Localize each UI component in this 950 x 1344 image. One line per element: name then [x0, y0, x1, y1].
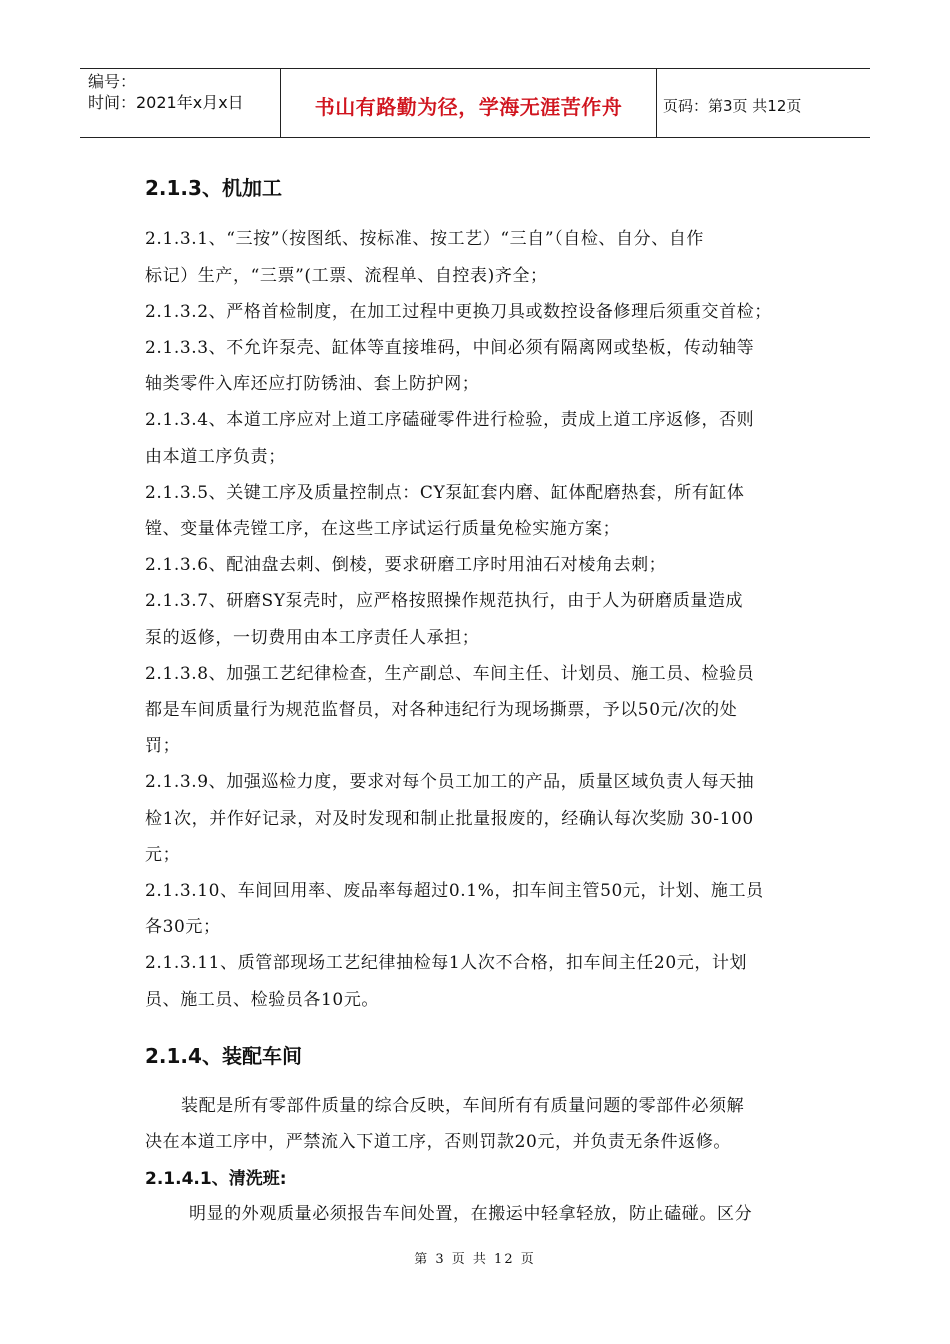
- section-title-2-1-4-1: 2.1.4.1、清洗班:: [145, 1169, 287, 1189]
- paragraph-line: 罚；: [145, 736, 181, 756]
- paragraph-line: 2.1.3.6、配油盘去刺、倒棱，要求研磨工序时用油石对棱角去刺；: [145, 555, 667, 575]
- header-meta: [80, 69, 281, 137]
- paragraph-line: 2.1.3.4、本道工序应对上道工序磕碰零件进行检验，责成上道工序返修，否则: [145, 410, 755, 430]
- paragraph-line: 决在本道工序中，严禁流入下道工序，否则罚款20元，并负责无条件返修。: [145, 1132, 732, 1152]
- paragraph-line: 泵的返修，一切费用由本工序责任人承担；: [145, 628, 480, 648]
- header-page-code: 页码：第3页 共12页: [663, 96, 802, 115]
- paragraph-line: 2.1.3.7、研磨SY泵壳时，应严格按照操作规范执行，由于人为研磨质量造成: [145, 591, 744, 611]
- paragraph-line: 员、施工员、检验员各10元。: [145, 990, 380, 1010]
- paragraph-line: 标记）生产，“三票”(工票、流程单、自控表)齐全；: [145, 266, 548, 286]
- page-footer: 第 3 页 共 12 页: [414, 1252, 536, 1267]
- paragraph-line: 检1次，并作好记录，对及时发现和制止批量报废的，经确认每次奖励 30-100: [145, 809, 754, 829]
- time-label: 时间：2021年x月x日: [88, 93, 244, 112]
- paragraph-line: 2.1.3.9、加强巡检力度，要求对每个员工加工的产品，质量区域负责人每天抽: [145, 772, 755, 792]
- paragraph-line: 都是车间质量行为规范监督员，对各种违纪行为现场撕票，予以50元/次的处: [145, 700, 738, 720]
- paragraph-line: 明显的外观质量必须报告车间处置，在搬运中轻拿轻放，防止磕碰。区分: [189, 1204, 753, 1224]
- paragraph-line: 2.1.3.1、“三按”（按图纸、按标准、按工艺）“三自”（自检、自分、自作: [145, 229, 705, 249]
- paragraph-line: 轴类零件入库还应打防锈油、套上防护网；: [145, 374, 480, 394]
- paragraph-line: 2.1.3.11、质管部现场工艺纪律抽检每1人次不合格，扣车间主任20元，计划: [145, 953, 748, 973]
- paragraph-line: 2.1.3.5、关键工序及质量控制点：CY泵缸套内磨、缸体配磨热套，所有缸体: [145, 483, 745, 503]
- paragraph-line: 各30元；: [145, 917, 221, 937]
- header-motto: 书山有路勤为径，学海无涯苦作舟: [281, 69, 657, 137]
- paragraph-line: 2.1.3.10、车间回用率、废品率每超过0.1%，扣车间主管50元，计划、施工员: [145, 881, 764, 901]
- paragraph-line: 元；: [145, 845, 181, 865]
- section-title-2-1-4: 2.1.4、装配车间: [145, 1044, 302, 1068]
- paragraph-line: 2.1.3.3、不允许泵壳、缸体等直接堆码，中间必须有隔离网或垫板，传动轴等: [145, 338, 755, 358]
- page-header: [80, 68, 870, 138]
- paragraph-line: 由本道工序负责；: [145, 447, 286, 467]
- paragraph-line: 2.1.3.8、加强工艺纪律检查，生产副总、车间主任、计划员、施工员、检验员: [145, 664, 755, 684]
- section-title-2-1-3: 2.1.3、机加工: [145, 176, 282, 200]
- paragraph-line: 2.1.3.2、严格首检制度，在加工过程中更换刀具或数控设备修理后须重交首检；: [145, 302, 772, 322]
- paragraph-line: 镗、变量体壳镗工序，在这些工序试运行质量免检实施方案；: [145, 519, 621, 539]
- number-label: 编号：: [88, 72, 137, 91]
- paragraph-line: 装配是所有零部件质量的综合反映，车间所有有质量问题的零部件必须解: [181, 1096, 745, 1116]
